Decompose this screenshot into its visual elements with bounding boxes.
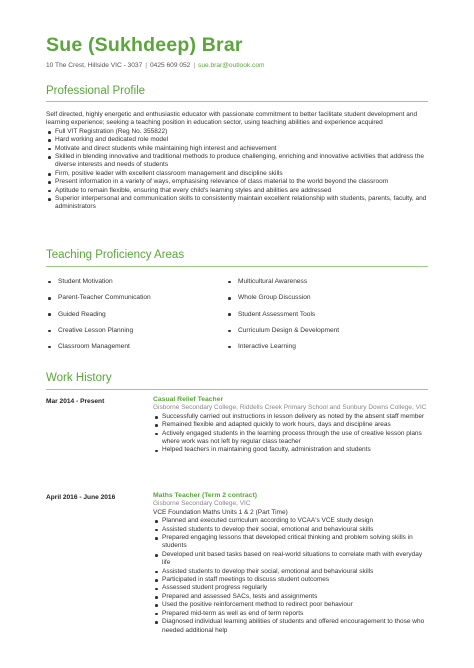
job-dates-2: April 2016 - June 2016 bbox=[46, 494, 116, 501]
profile-section bbox=[46, 111, 428, 212]
candidate-name: Sue (Sukhdeep) Brar bbox=[46, 34, 243, 56]
job-company: Gisborne Secondary College, Riddells Creek Primary School and Sunbury Downs College, VIC bbox=[153, 404, 427, 412]
job-bullet: Participated in staff meetings to discuss student outcomes bbox=[153, 576, 428, 584]
work-divider bbox=[46, 389, 428, 390]
job-title: Casual Relief Teacher bbox=[153, 396, 224, 403]
job-bullet: Developed unit based tasks based on real-world situations to correlate math with everyday life bbox=[153, 551, 428, 568]
skill-item: Curriculum Design & Development bbox=[226, 327, 406, 343]
skills-divider bbox=[46, 266, 428, 267]
job-entry bbox=[153, 396, 428, 455]
profile-bullet: Superior interpersonal and communication skills to consistently maintain excellent relationship with students, parents, faculty, and administrators bbox=[46, 195, 428, 212]
profile-bullet: Motivate and direct students while maintaining high interest and achievement bbox=[46, 145, 428, 153]
contact-line bbox=[46, 62, 264, 69]
contact-phone: 0425 609 052 bbox=[149, 62, 191, 69]
job-bullet: Successfully carried out instructions in lesson delivery as noted by the absent staff member bbox=[153, 413, 428, 421]
skill-item: Parent-Teacher Communication bbox=[46, 294, 226, 310]
job-subtitle: VCE Foundation Maths Units 1 & 2 (Part Time) bbox=[153, 508, 288, 516]
job-bullet: Planned and executed curriculum according to VCAA's VCE study design bbox=[153, 517, 428, 525]
job-bullet: Assessed student progress regularly bbox=[153, 584, 428, 592]
job-bullet: Remained flexible and adapted quickly to work hours, days and discipline areas bbox=[153, 421, 428, 429]
profile-bullet-list bbox=[46, 128, 428, 212]
job-bullet: Helped teachers in maintaining good faculty, administration and students bbox=[153, 446, 428, 454]
job-bullet: Diagnosed individual learning abilities of students and offered encouragement to those who needed additional help bbox=[153, 618, 428, 635]
job-bullet-list bbox=[153, 517, 428, 635]
contact-email-link[interactable]: sue.brar@outlook.com bbox=[198, 62, 265, 69]
job-bullet: Used the positive reinforcement method to redirect poor behaviour bbox=[153, 601, 428, 609]
skill-item: Guided Reading bbox=[46, 311, 226, 327]
skill-item: Creative Lesson Planning bbox=[46, 327, 226, 343]
skill-item: Whole Group Discussion bbox=[226, 294, 406, 310]
skills-grid bbox=[46, 278, 428, 359]
skill-item: Student Assessment Tools bbox=[226, 311, 406, 327]
job-company: Gisborne Secondary College, VIC bbox=[153, 500, 251, 508]
skills-heading: Teaching Proficiency Areas bbox=[46, 249, 185, 261]
profile-bullet: Present information in a variety of ways, emphasising relevance of class material to the world beyond the classroom bbox=[46, 178, 428, 186]
job-bullet: Assisted students to develop their social, emotional and behavioural skills bbox=[153, 568, 428, 576]
job-bullet: Prepared engaging lessons that developed critical thinking and problem solving skills in students bbox=[153, 534, 428, 551]
profile-bullet: Full VIT Registration (Reg No. 355822) bbox=[46, 128, 428, 136]
skill-item: Student Motivation bbox=[46, 278, 226, 294]
job-entry bbox=[153, 492, 428, 635]
profile-bullet: Aptitude to remain flexible, ensuring that every child's learning styles and abilities are addressed bbox=[46, 187, 428, 195]
work-heading: Work History bbox=[46, 372, 112, 384]
job-bullet: Assisted students to develop their social, emotional and behavioural skills bbox=[153, 526, 428, 534]
contact-address: 10 The Crest, Hillside VIC - 3037 bbox=[46, 62, 143, 69]
skill-item: Multicultural Awareness bbox=[226, 278, 406, 294]
skill-item: Classroom Management bbox=[46, 343, 226, 359]
job-bullet: Actively engaged students in the learning process through the use of creative lesson plans where work was not left by regular class teacher bbox=[153, 430, 428, 447]
job-bullet: Prepared mid-term as well as end of term reports bbox=[153, 610, 428, 618]
profile-summary: Self directed, highly energetic and enthusiastic educator with passionate commitment to better facilitate student development and learning experience; seeking a teaching position in education sector, using teaching abilities and experience acquired bbox=[46, 111, 418, 127]
job-bullet-list bbox=[153, 413, 428, 455]
contact-separator: | bbox=[145, 62, 147, 69]
profile-bullet: Hard working and dedicated role model bbox=[46, 136, 428, 144]
job-dates-1: Mar 2014 - Present bbox=[46, 398, 105, 405]
profile-bullet: Skilled in blending innovative and traditional methods to produce challenging, enriching and innovative activities that address the diverse interests and needs of students bbox=[46, 153, 428, 170]
job-bullet: Prepared and assessed SACs, tests and assignments bbox=[153, 593, 428, 601]
profile-heading: Professional Profile bbox=[46, 85, 146, 97]
contact-separator: | bbox=[193, 62, 196, 69]
job-title: Maths Teacher (Term 2 contract) bbox=[153, 492, 257, 499]
profile-bullet: Firm, positive leader with excellent classroom management and discipline skills bbox=[46, 170, 428, 178]
profile-divider bbox=[46, 101, 428, 102]
skill-item: Interactive Learning bbox=[226, 343, 406, 359]
